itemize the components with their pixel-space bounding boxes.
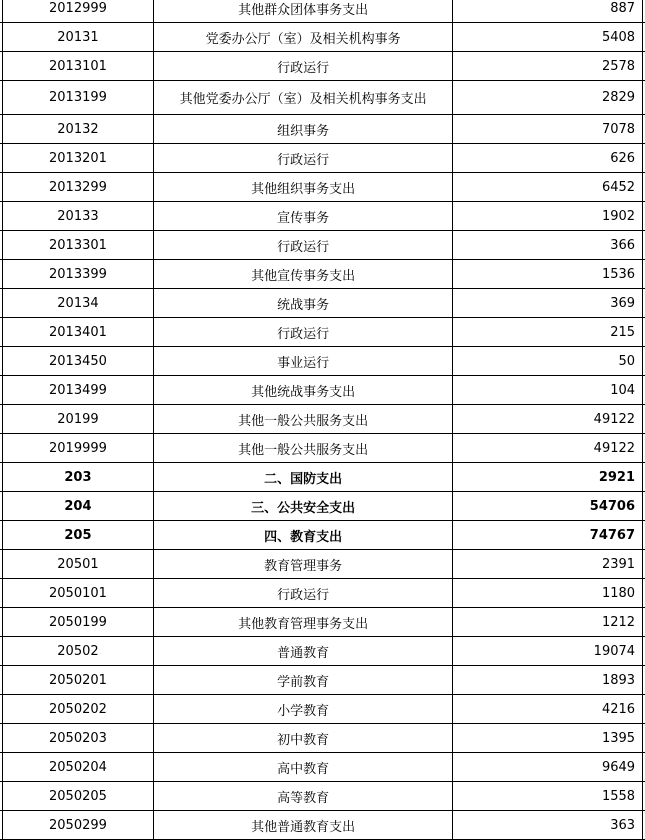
- table-row: [0, 666, 645, 695]
- row-amount: 366: [453, 231, 643, 260]
- row-amount: 1893: [453, 666, 643, 695]
- table-row: [0, 753, 645, 782]
- row-name: 教育管理事务: [154, 550, 453, 579]
- table-row: [0, 811, 645, 840]
- table-row: [0, 782, 645, 811]
- row-code: 2050202: [2, 695, 153, 724]
- table-row: [0, 434, 645, 463]
- row-name: 普通教育: [154, 637, 453, 666]
- row-amount: 215: [453, 318, 643, 347]
- row-amount: 6452: [453, 173, 643, 202]
- row-code: 20501: [2, 550, 153, 579]
- row-code: 2050205: [2, 782, 153, 811]
- row-code: 20502: [2, 637, 153, 666]
- row-amount: 1902: [453, 202, 643, 231]
- row-amount: 2829: [453, 81, 643, 115]
- table-row-category: [0, 463, 645, 492]
- row-code: 2050201: [2, 666, 153, 695]
- row-name: 其他党委办公厅（室）及相关机构事务支出: [154, 81, 453, 115]
- row-name: 其他一般公共服务支出: [154, 405, 453, 434]
- row-name: 其他宣传事务支出: [154, 260, 453, 289]
- row-amount: 5408: [453, 23, 643, 52]
- row-amount: 1536: [453, 260, 643, 289]
- row-amount: 1180: [453, 579, 643, 608]
- table-row: [0, 52, 645, 81]
- row-code: 2050204: [2, 753, 153, 782]
- row-name: 行政运行: [154, 52, 453, 81]
- row-name: 行政运行: [154, 231, 453, 260]
- table-row: [0, 173, 645, 202]
- row-name: 二、国防支出: [154, 463, 453, 492]
- row-name: 宣传事务: [154, 202, 453, 231]
- row-code: 2013301: [2, 231, 153, 260]
- row-name: 行政运行: [154, 318, 453, 347]
- table-row: [0, 695, 645, 724]
- table-row-category: [0, 521, 645, 550]
- table-row: [0, 0, 645, 23]
- table-row: [0, 550, 645, 579]
- row-amount: 54706: [453, 492, 643, 521]
- row-amount: 49122: [453, 434, 643, 463]
- row-name: 行政运行: [154, 144, 453, 173]
- row-code: 2012999: [2, 0, 153, 23]
- row-amount: 19074: [453, 637, 643, 666]
- row-code: 2050203: [2, 724, 153, 753]
- table-row: [0, 724, 645, 753]
- row-code: 2050199: [2, 608, 153, 637]
- row-amount: 104: [453, 376, 643, 405]
- row-name: 初中教育: [154, 724, 453, 753]
- row-amount: 1558: [453, 782, 643, 811]
- table-row: [0, 23, 645, 52]
- table-row: [0, 144, 645, 173]
- table-row: [0, 231, 645, 260]
- row-code: 2013201: [2, 144, 153, 173]
- table-row: [0, 81, 645, 115]
- row-name: 行政运行: [154, 579, 453, 608]
- row-name: 其他一般公共服务支出: [154, 434, 453, 463]
- row-amount: 1395: [453, 724, 643, 753]
- row-code: 2019999: [2, 434, 153, 463]
- row-amount: 2391: [453, 550, 643, 579]
- table-row: [0, 579, 645, 608]
- table-row: [0, 115, 645, 144]
- row-code: 205: [2, 521, 153, 550]
- row-code: 203: [2, 463, 153, 492]
- row-code: 2013499: [2, 376, 153, 405]
- table-row: [0, 376, 645, 405]
- row-amount: 9649: [453, 753, 643, 782]
- row-amount: 2921: [453, 463, 643, 492]
- row-name: 高等教育: [154, 782, 453, 811]
- row-name: 其他组织事务支出: [154, 173, 453, 202]
- row-name: 学前教育: [154, 666, 453, 695]
- row-code: 20132: [2, 115, 153, 144]
- row-code: 2013399: [2, 260, 153, 289]
- table-row: [0, 260, 645, 289]
- row-name: 组织事务: [154, 115, 453, 144]
- row-name: 党委办公厅（室）及相关机构事务: [154, 23, 453, 52]
- row-amount: 887: [453, 0, 643, 23]
- table-row-category: [0, 492, 645, 521]
- table-row: [0, 347, 645, 376]
- table-row: [0, 405, 645, 434]
- row-amount: 2578: [453, 52, 643, 81]
- table-row: [0, 637, 645, 666]
- row-code: 2013450: [2, 347, 153, 376]
- row-name: 其他群众团体事务支出: [154, 0, 453, 23]
- row-code: 20131: [2, 23, 153, 52]
- row-code: 20133: [2, 202, 153, 231]
- row-code: 20199: [2, 405, 153, 434]
- row-code: 2013101: [2, 52, 153, 81]
- row-code: 2050299: [2, 811, 153, 840]
- row-code: 2013199: [2, 81, 153, 115]
- row-amount: 74767: [453, 521, 643, 550]
- row-name: 其他普通教育支出: [154, 811, 453, 840]
- row-name: 事业运行: [154, 347, 453, 376]
- row-amount: 363: [453, 811, 643, 840]
- table-row: [0, 202, 645, 231]
- row-name: 四、教育支出: [154, 521, 453, 550]
- table-row: [0, 289, 645, 318]
- row-code: 2013401: [2, 318, 153, 347]
- row-name: 三、公共安全支出: [154, 492, 453, 521]
- row-amount: 626: [453, 144, 643, 173]
- row-name: 其他统战事务支出: [154, 376, 453, 405]
- table-row: [0, 318, 645, 347]
- row-code: 20134: [2, 289, 153, 318]
- row-name: 其他教育管理事务支出: [154, 608, 453, 637]
- row-amount: 1212: [453, 608, 643, 637]
- row-amount: 49122: [453, 405, 643, 434]
- row-name: 小学教育: [154, 695, 453, 724]
- row-name: 高中教育: [154, 753, 453, 782]
- row-code: 204: [2, 492, 153, 521]
- row-amount: 369: [453, 289, 643, 318]
- row-name: 统战事务: [154, 289, 453, 318]
- row-code: 2013299: [2, 173, 153, 202]
- row-amount: 50: [453, 347, 643, 376]
- row-amount: 7078: [453, 115, 643, 144]
- row-amount: 4216: [453, 695, 643, 724]
- row-code: 2050101: [2, 579, 153, 608]
- table-row: [0, 608, 645, 637]
